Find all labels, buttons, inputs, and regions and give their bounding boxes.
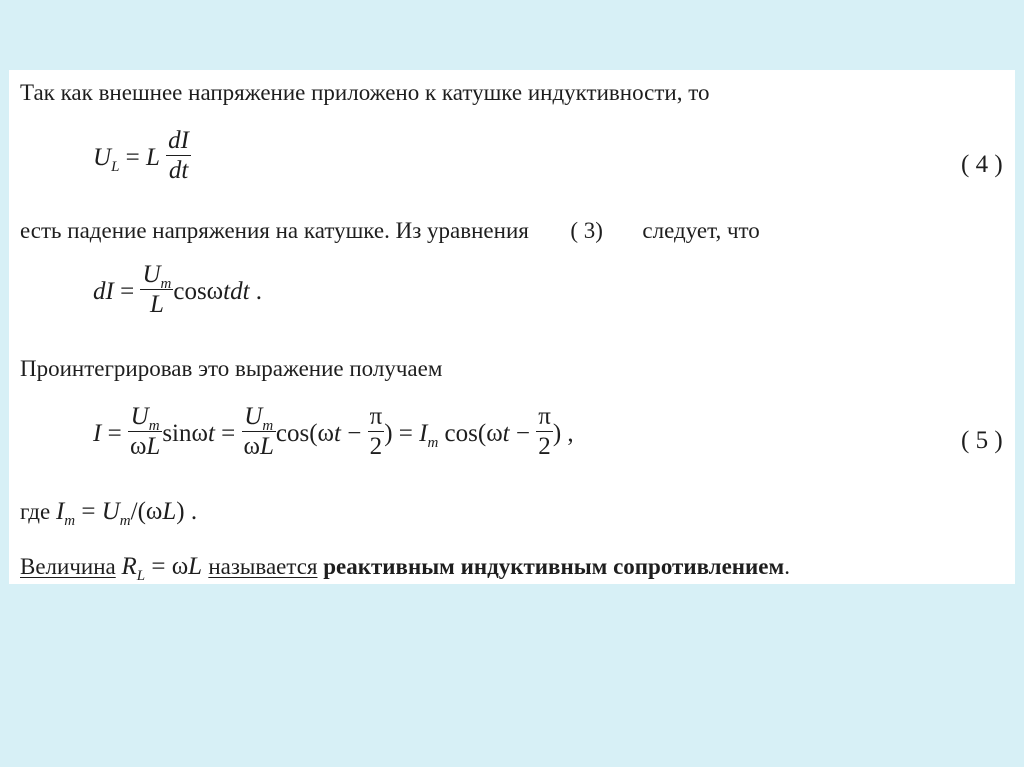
fraction-Um-omegaL-1: $\frac{U_m}{\omega L}$ — [129, 403, 161, 460]
text-line-voltage-drop-end: следует, что — [642, 218, 760, 243]
equation-number-4: ( 4 ) — [961, 151, 1003, 178]
equation-dI: dI = $\frac{U_m}{L}$ cosωtdt . — [93, 261, 263, 318]
slide-content — [9, 70, 1015, 584]
equation-Im: $I_m = U_m/(\omega L)$ . — [55, 498, 198, 529]
fraction-Um-L: $\frac{U_m}{L}$ — [142, 261, 172, 318]
fraction-dI-dt: $\frac{dI}{dt}$ — [168, 127, 189, 184]
equation-5: I = $\frac{U_m}{\omega L}$ sinωt = $\frac{U_m}{\omega L}$ cos(ωt − $\frac{\pi}{2}$ ) = $I_m$ cos(ωt − $\frac{\pi}{2}$ ) , — [93, 403, 574, 460]
text-line-intro: Так как внешнее напряжение приложено к катушке индуктивности, то — [20, 80, 710, 105]
fraction-Um-omegaL-2: $\frac{U_m}{\omega L}$ — [243, 403, 274, 460]
equation-reference-3: ( 3) — [570, 218, 603, 243]
text-line-definition — [20, 553, 790, 584]
text-where: где — [20, 499, 51, 524]
fraction-pi-2-first: $\frac{\pi}{2}$ — [369, 403, 383, 460]
text-line-integration: Проинтегрировав это выражение получаем — [20, 356, 443, 381]
text-reactive-inductive-resistance: реактивным индуктивным сопротивлением — [323, 554, 785, 579]
text-line-voltage-drop — [20, 219, 760, 242]
equation-RL: $R_L = \omega L$ — [121, 553, 203, 584]
text-period: . — [784, 554, 790, 579]
text-is-called: называется — [208, 554, 318, 579]
text-magnitude: Величина — [20, 554, 116, 579]
equation-number-5: ( 5 ) — [961, 427, 1003, 454]
fraction-pi-2-second: $\frac{\pi}{2}$ — [538, 403, 551, 460]
text-line-voltage-drop-start: есть падение напряжения на катушке. Из уравнения — [20, 218, 529, 243]
text-line-amplitude — [20, 498, 198, 529]
equation-4: $U_L = L$ $\frac{dI}{dt}$ — [93, 127, 189, 184]
